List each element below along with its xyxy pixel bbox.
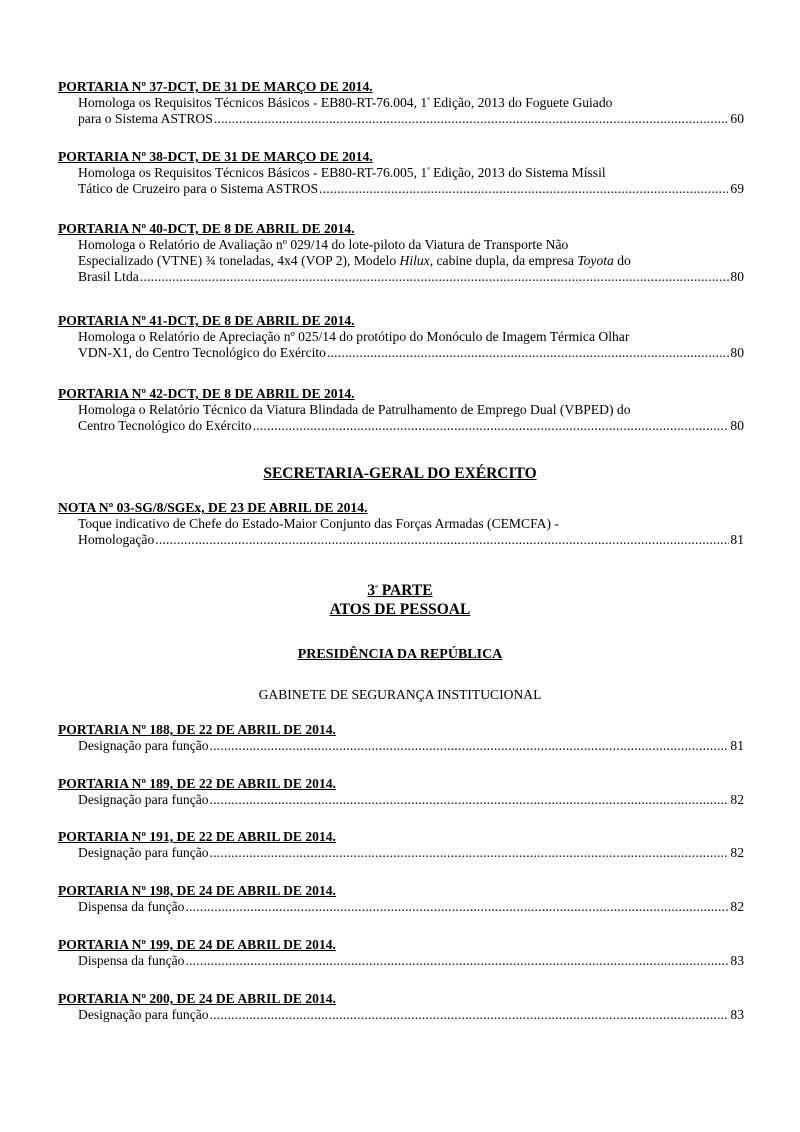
entry-portaria-37	[58, 79, 744, 127]
description-last-line: Designação para função	[78, 792, 209, 807]
entry-description	[78, 516, 744, 548]
entry-title[interactable]: PORTARIA Nº 191, DE 22 DE ABRIL DE 2014.	[58, 829, 336, 844]
description-line: Especializado (VTNE) ¾ toneladas, 4x4 (VOP 2), Modelo Hilux, cabine dupla, da empresa Toyota do	[78, 253, 631, 268]
dot-leader	[214, 111, 730, 127]
description-line: Homologa o Relatório Técnico da Viatura Blindada de Patrulhamento de Emprego Dual (VBPED) do	[78, 402, 631, 417]
entry-description	[78, 237, 744, 285]
entry-title[interactable]: PORTARIA Nº 189, DE 22 DE ABRIL DE 2014.	[58, 776, 336, 791]
page-number[interactable]: 82	[730, 899, 744, 914]
dot-leader	[210, 1007, 730, 1023]
entry-title[interactable]: PORTARIA Nº 41-DCT, DE 8 DE ABRIL DE 2014.	[58, 313, 355, 328]
entry-portaria-198	[58, 883, 744, 915]
dot-leader	[253, 418, 730, 434]
toc-leader-line	[78, 345, 744, 361]
entry-portaria-188	[58, 722, 744, 754]
dot-leader	[185, 899, 729, 915]
toc-leader-line	[78, 269, 744, 285]
entry-title[interactable]: PORTARIA Nº 188, DE 22 DE ABRIL DE 2014.	[58, 722, 336, 737]
page-number[interactable]: 80	[730, 418, 744, 433]
part-number: $3^ª$ PARTE	[367, 582, 433, 599]
entry-portaria-42	[58, 386, 744, 434]
description-last-line: Dispensa da função	[78, 899, 185, 914]
toc-leader-line	[78, 111, 744, 127]
part-name: ATOS DE PESSOAL	[329, 601, 471, 618]
toc-leader-line	[78, 1007, 744, 1023]
description-last-line: Designação para função	[78, 1007, 209, 1022]
entry-description	[78, 792, 744, 808]
toc-leader-line	[78, 418, 744, 434]
toc-leader-line	[78, 792, 744, 808]
description-line: Homologa o Relatório de Apreciação nº 025/14 do protótipo do Monóculo de Imagem Térmica Olhar	[78, 329, 630, 344]
dot-leader	[210, 792, 730, 808]
toc-leader-line	[78, 181, 744, 197]
entry-description	[78, 329, 744, 361]
page-number[interactable]: 80	[730, 269, 744, 284]
entry-description	[78, 165, 744, 197]
entry-description	[78, 845, 744, 861]
entry-description	[78, 95, 744, 127]
entry-description	[78, 738, 744, 754]
description-last-line: Homologação	[78, 532, 155, 547]
entry-description	[78, 953, 744, 969]
entry-description	[78, 899, 744, 915]
description-last-line: Brasil Ltda	[78, 269, 139, 284]
entry-portaria-40	[58, 221, 744, 285]
page-number[interactable]: 81	[730, 532, 744, 547]
entry-description	[78, 402, 744, 434]
entry-title[interactable]: PORTARIA Nº 198, DE 24 DE ABRIL DE 2014.	[58, 883, 336, 898]
entry-title[interactable]: NOTA Nº 03-SG/8/SGEx, DE 23 DE ABRIL DE 2014.	[58, 500, 368, 515]
entry-title[interactable]: PORTARIA Nº 199, DE 24 DE ABRIL DE 2014.	[58, 937, 336, 952]
page-number[interactable]: 83	[730, 1007, 744, 1022]
description-line: Homologa o Relatório de Avaliação nº 029/14 do lote-piloto da Viatura de Transporte Não	[78, 237, 569, 252]
dot-leader	[155, 532, 729, 548]
toc-leader-line	[78, 953, 744, 969]
page-number[interactable]: 83	[730, 953, 744, 968]
description-last-line: Tático de Cruzeiro para o Sistema ASTROS	[78, 181, 319, 196]
page-number[interactable]: 60	[730, 111, 744, 126]
toc-leader-line	[78, 738, 744, 754]
description-line: Homologa os Requisitos Técnicos Básicos - EB80-RT-76.004, $1^ª$ Edição, 2013 do Foguete Guiado	[78, 95, 613, 110]
dot-leader	[185, 953, 729, 969]
entry-title[interactable]: PORTARIA Nº 38-DCT, DE 31 DE MARÇO DE 2014.	[58, 149, 373, 164]
description-last-line: VDN-X1, do Centro Tecnológico do Exército	[78, 345, 326, 360]
page-number[interactable]: 82	[730, 792, 744, 807]
dot-leader	[210, 845, 730, 861]
entry-nota-03	[58, 500, 744, 548]
page-number[interactable]: 80	[730, 345, 744, 360]
description-line: Toque indicativo de Chefe do Estado-Maior Conjunto das Forças Armadas (CEMCFA) -	[78, 516, 559, 531]
entry-portaria-41	[58, 313, 744, 361]
entry-portaria-189	[58, 776, 744, 808]
description-last-line: Dispensa da função	[78, 953, 185, 968]
entry-description	[78, 1007, 744, 1023]
description-last-line: Designação para função	[78, 738, 209, 753]
section-heading-sgex: SECRETARIA-GERAL DO EXÉRCITO	[263, 465, 537, 482]
description-line: Homologa os Requisitos Técnicos Básicos - EB80-RT-76.005, $1^ª$ Edição, 2013 do Sistema Míssil	[78, 165, 606, 180]
entry-title[interactable]: PORTARIA Nº 40-DCT, DE 8 DE ABRIL DE 2014.	[58, 221, 355, 236]
toc-leader-line	[78, 845, 744, 861]
part-heading	[0, 581, 800, 619]
entry-title[interactable]: PORTARIA Nº 42-DCT, DE 8 DE ABRIL DE 2014.	[58, 386, 355, 401]
dot-leader	[327, 345, 729, 361]
entry-portaria-199	[58, 937, 744, 969]
page-number[interactable]: 81	[730, 738, 744, 753]
dot-leader	[140, 269, 730, 285]
toc-leader-line	[78, 532, 744, 548]
description-last-line: para o Sistema ASTROS	[78, 111, 213, 126]
entry-title[interactable]: PORTARIA Nº 37-DCT, DE 31 DE MARÇO DE 2014.	[58, 79, 373, 94]
entry-title[interactable]: PORTARIA Nº 200, DE 24 DE ABRIL DE 2014.	[58, 991, 336, 1006]
dot-leader	[319, 181, 729, 197]
org-heading: PRESIDÊNCIA DA REPÚBLICA	[297, 647, 503, 662]
description-last-line: Centro Tecnológico do Exército	[78, 418, 252, 433]
page-number[interactable]: 69	[730, 181, 744, 196]
dot-leader	[210, 738, 730, 754]
entry-portaria-200	[58, 991, 744, 1023]
description-last-line: Designação para função	[78, 845, 209, 860]
toc-leader-line	[78, 899, 744, 915]
entry-portaria-38	[58, 149, 744, 197]
page-number[interactable]: 82	[730, 845, 744, 860]
entry-portaria-191	[58, 829, 744, 861]
unit-heading: GABINETE DE SEGURANÇA INSTITUCIONAL	[258, 687, 542, 702]
